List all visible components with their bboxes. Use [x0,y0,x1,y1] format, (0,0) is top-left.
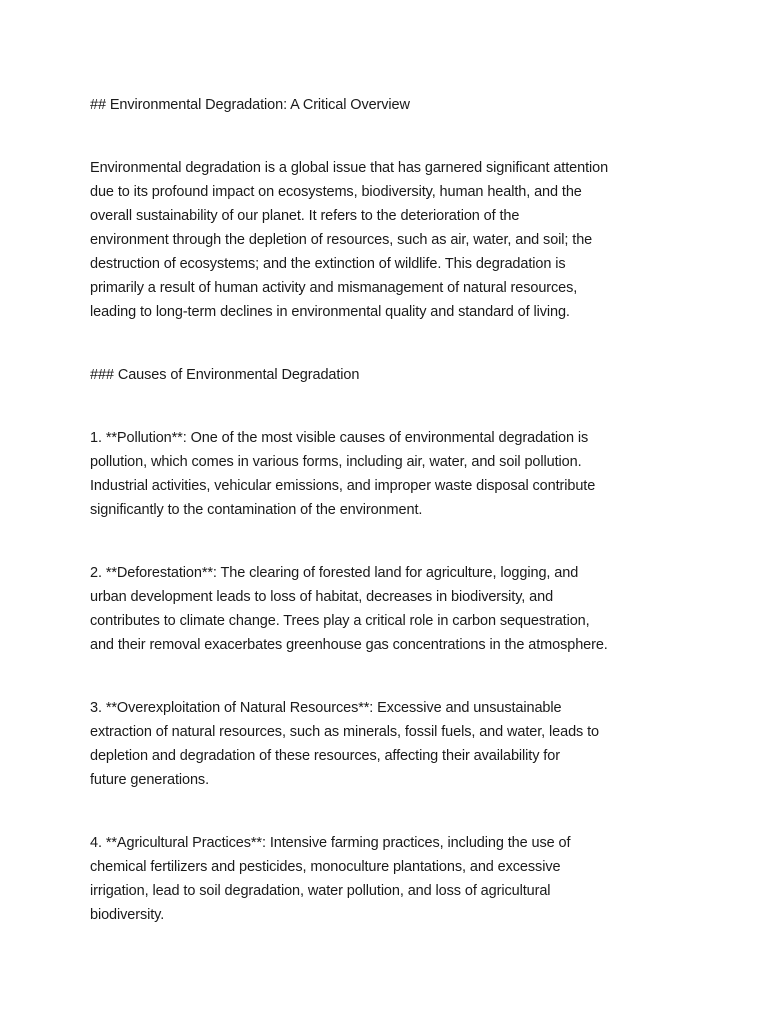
document-title [90,93,768,117]
cause-line: contributes to climate change. Trees play a critical role in carbon sequestration, [90,613,590,629]
intro-line: overall sustainability of our planet. It refers to the deterioration of the [90,208,520,224]
cause-item-overexploitation [90,696,768,792]
intro-line: destruction of ecosystems; and the extinction of wildlife. This degradation is [90,256,566,272]
intro-line: leading to long-term declines in environmental quality and standard of living. [90,304,570,320]
intro-paragraph [90,156,768,324]
cause-line: irrigation, lead to soil degradation, water pollution, and loss of agricultural [90,883,551,899]
cause-item-pollution [90,426,768,522]
section-heading [90,363,768,387]
cause-line: urban development leads to loss of habitat, decreases in biodiversity, and [90,589,554,605]
cause-line: 2. **Deforestation**: The clearing of forested land for agriculture, logging, and [90,565,579,581]
cause-line: 4. **Agricultural Practices**: Intensive farming practices, including the use of [90,835,571,851]
cause-line: significantly to the contamination of the environment. [90,502,423,518]
cause-item-deforestation [90,561,768,657]
cause-item-agricultural-practices [90,831,768,927]
intro-line: Environmental degradation is a global issue that has garnered significant attention [90,160,609,176]
cause-line: pollution, which comes in various forms, including air, water, and soil pollution. [90,454,582,470]
cause-line: future generations. [90,772,210,788]
cause-line: biodiversity. [90,907,165,923]
intro-line: primarily a result of human activity and mismanagement of natural resources, [90,280,578,296]
intro-line: environment through the depletion of resources, such as air, water, and soil; the [90,232,593,248]
cause-line: extraction of natural resources, such as minerals, fossil fuels, and water, leads to [90,724,600,740]
section-heading-line: ### Causes of Environmental Degradation [90,367,360,383]
intro-line: due to its profound impact on ecosystems, biodiversity, human health, and the [90,184,582,200]
cause-line: and their removal exacerbates greenhouse gas concentrations in the atmosphere. [90,637,608,653]
cause-line: depletion and degradation of these resources, affecting their availability for [90,748,560,764]
cause-line: chemical fertilizers and pesticides, monoculture plantations, and excessive [90,859,561,875]
title-line: ## Environmental Degradation: A Critical Overview [90,97,410,113]
cause-line: Industrial activities, vehicular emissions, and improper waste disposal contribute [90,478,596,494]
cause-line: 1. **Pollution**: One of the most visible causes of environmental degradation is [90,430,589,446]
cause-line: 3. **Overexploitation of Natural Resources**: Excessive and unsustainable [90,700,562,716]
